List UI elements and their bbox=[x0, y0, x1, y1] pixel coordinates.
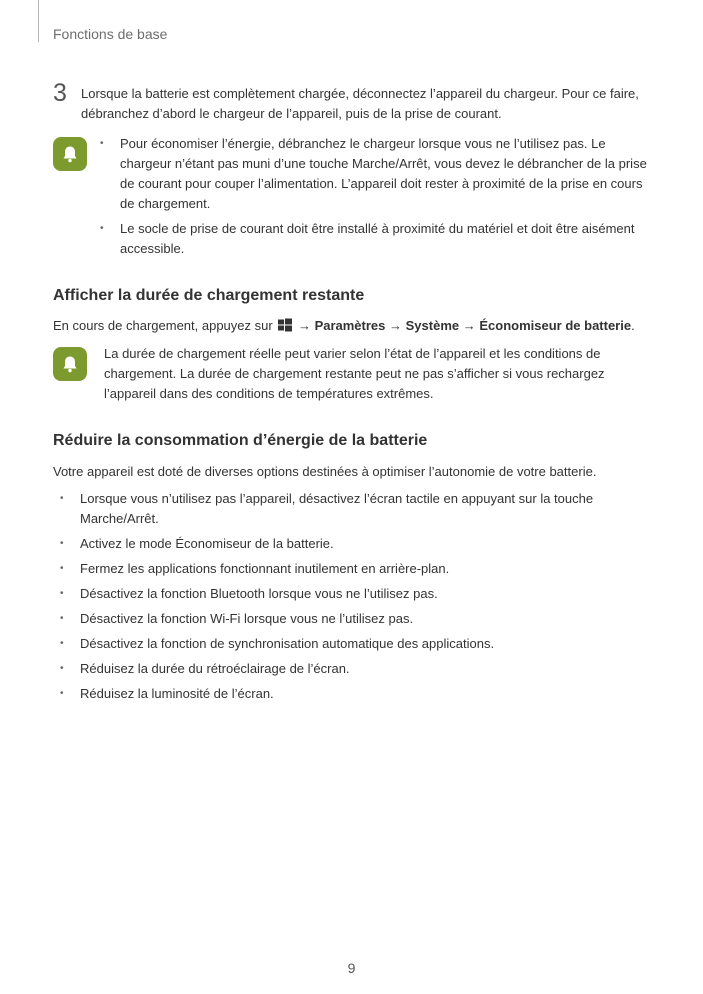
section-label: Fonctions de base bbox=[53, 26, 168, 42]
instruction-path: En cours de chargement, appuyez sur → Paramètres → Système → Économiseur de batterie. bbox=[53, 316, 653, 338]
list-item: • Pour économiser l’énergie, débranchez le chargeur lorsque vous ne l’utilisez pas. Le chargeur n’étant pas muni d’une touche Marche/Arrêt, vous devez le débrancher de la prise de courant pour couper l’alimentation. L’appareil doit rester à proximité de la prise en cours de chargement. bbox=[100, 136, 647, 211]
path-settings: Paramètres bbox=[314, 318, 386, 333]
list-item: • Fermez les applications fonctionnant inutilement en arrière-plan. bbox=[60, 561, 450, 576]
header-rule bbox=[38, 0, 39, 42]
section-intro: Votre appareil est doté de diverses options destinées à optimiser l’autonomie de votre batterie. bbox=[53, 464, 597, 479]
list-item: • Lorsque vous n’utilisez pas l’appareil, désactivez l’écran tactile en appuyant sur la touche Marche/Arrêt. bbox=[60, 491, 594, 526]
list-item: • Réduisez la durée du rétroéclairage de l’écran. bbox=[60, 661, 350, 676]
list-item: • Désactivez la fonction de synchronisation automatique des applications. bbox=[60, 636, 495, 651]
note-text: La durée de chargement réelle peut varier selon l’état de l’appareil et les conditions de chargement. La durée de chargement restante peut ne pas s’afficher si vous rechargez l’appareil dans des conditions de températures extrêmes. bbox=[104, 346, 605, 401]
section-heading: Afficher la durée de chargement restante bbox=[53, 287, 365, 304]
path-system: Système bbox=[405, 318, 460, 333]
path-battery-saver: Économiseur de batterie bbox=[479, 318, 632, 333]
list-item: • Le socle de prise de courant doit être installé à proximité du matériel et doit être aisément accessible. bbox=[100, 221, 635, 256]
step-text: Lorsque la batterie est complètement chargée, déconnectez l’appareil du chargeur. Pour ce faire, débranchez d’abord le chargeur de l’appareil, puis de la prise de courant. bbox=[81, 86, 639, 121]
note-list bbox=[100, 134, 650, 264]
step-number: 3 bbox=[53, 79, 67, 107]
tips-list bbox=[60, 489, 620, 709]
list-item: • Réduisez la luminosité de l’écran. bbox=[60, 686, 274, 701]
apps-grid-icon bbox=[278, 318, 292, 338]
list-item: • Désactivez la fonction Bluetooth lorsque vous ne l’utilisez pas. bbox=[60, 586, 438, 601]
notification-bell-icon bbox=[53, 347, 87, 381]
list-item: • Désactivez la fonction Wi-Fi lorsque vous ne l’utilisez pas. bbox=[60, 611, 414, 626]
notification-bell-icon bbox=[53, 137, 87, 171]
section-heading: Réduire la consommation d’énergie de la batterie bbox=[53, 432, 428, 449]
list-item: • Activez le mode Économiseur de la batterie. bbox=[60, 536, 334, 551]
page-number: 9 bbox=[347, 960, 356, 976]
